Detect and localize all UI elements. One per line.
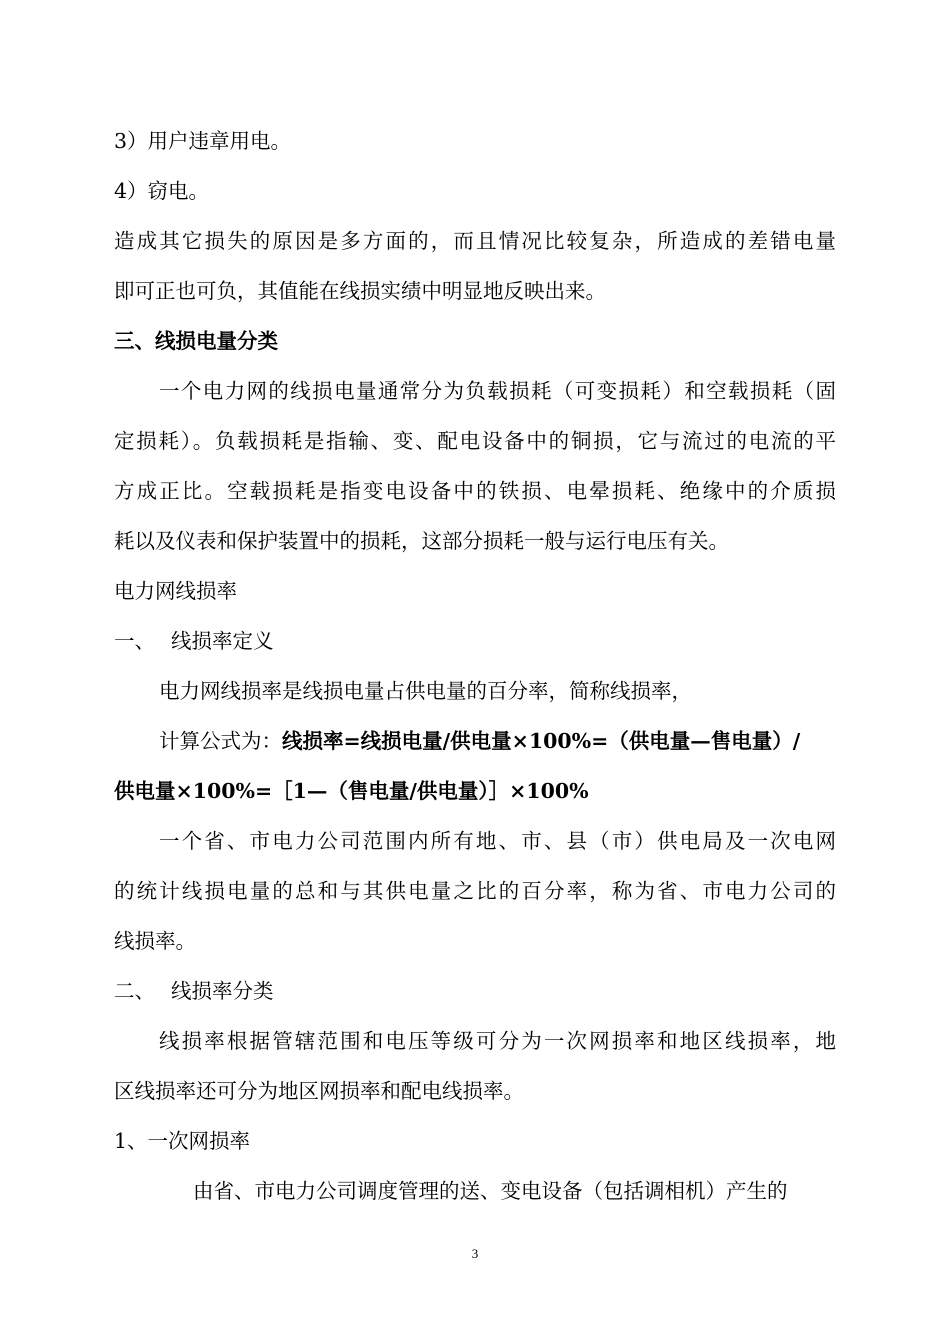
list-item-3: 3）用户违章用电。 — [114, 129, 292, 153]
paragraph-line: 一个电力网的线损电量通常分为负载损耗（可变损耗）和空载损耗（固 — [159, 379, 836, 403]
paragraph-line: 即可正也可负，其值能在线损实绩中明显地反映出来。 — [114, 279, 606, 303]
heading-text: 线损率定义 — [171, 629, 274, 653]
paragraph-line: 区线损率还可分为地区网损率和配电线损率。 — [114, 1079, 524, 1103]
formula-line — [159, 727, 800, 755]
page-number: 3 — [471, 1246, 479, 1261]
paragraph-line: 定损耗）。负载损耗是指输、变、配电设备中的铜损，它与流过的电流的平 — [114, 429, 836, 453]
subtitle: 电力网线损率 — [114, 579, 237, 603]
heading-number: 一、 — [114, 629, 155, 653]
paragraph-line: 一个省、市电力公司范围内所有地、市、县（市）供电局及一次电网 — [159, 829, 836, 853]
heading-text: 线损率分类 — [171, 979, 274, 1003]
section-heading: 三、线损电量分类 — [114, 329, 278, 353]
subsection-heading — [114, 977, 274, 1005]
paragraph-line: 造成其它损失的原因是多方面的，而且情况比较复杂，所造成的差错电量 — [114, 229, 836, 253]
paragraph-line: 方成正比。空载损耗是指变电设备中的铁损、电晕损耗、绝缘中的介质损 — [114, 479, 836, 503]
paragraph-line: 耗以及仪表和保护装置中的损耗，这部分损耗一般与运行电压有关。 — [114, 529, 729, 553]
formula-lead: 计算公式为： — [159, 729, 282, 753]
subsection-heading: 1、一次网损率 — [114, 1129, 251, 1153]
paragraph-line: 由省、市电力公司调度管理的送、变电设备（包括调相机）产生的 — [193, 1179, 788, 1203]
heading-number: 二、 — [114, 979, 155, 1003]
paragraph-line: 线损率。 — [114, 929, 196, 953]
paragraph-line: 线损率根据管辖范围和电压等级可分为一次网损率和地区线损率，地 — [159, 1029, 836, 1053]
subsection-heading — [114, 627, 274, 655]
paragraph-line: 的统计线损电量的总和与其供电量之比的百分率，称为省、市电力公司的 — [114, 879, 836, 903]
list-item-4: 4）窃电。 — [114, 179, 210, 203]
formula: 线损率=线损电量/供电量×100%=（供电量—售电量）/ — [282, 729, 801, 753]
paragraph-line: 电力网线损率是线损电量占供电量的百分率，简称线损率， — [159, 679, 692, 703]
formula-line: 供电量×100%=［1—（售电量/供电量）］×100% — [114, 779, 589, 803]
